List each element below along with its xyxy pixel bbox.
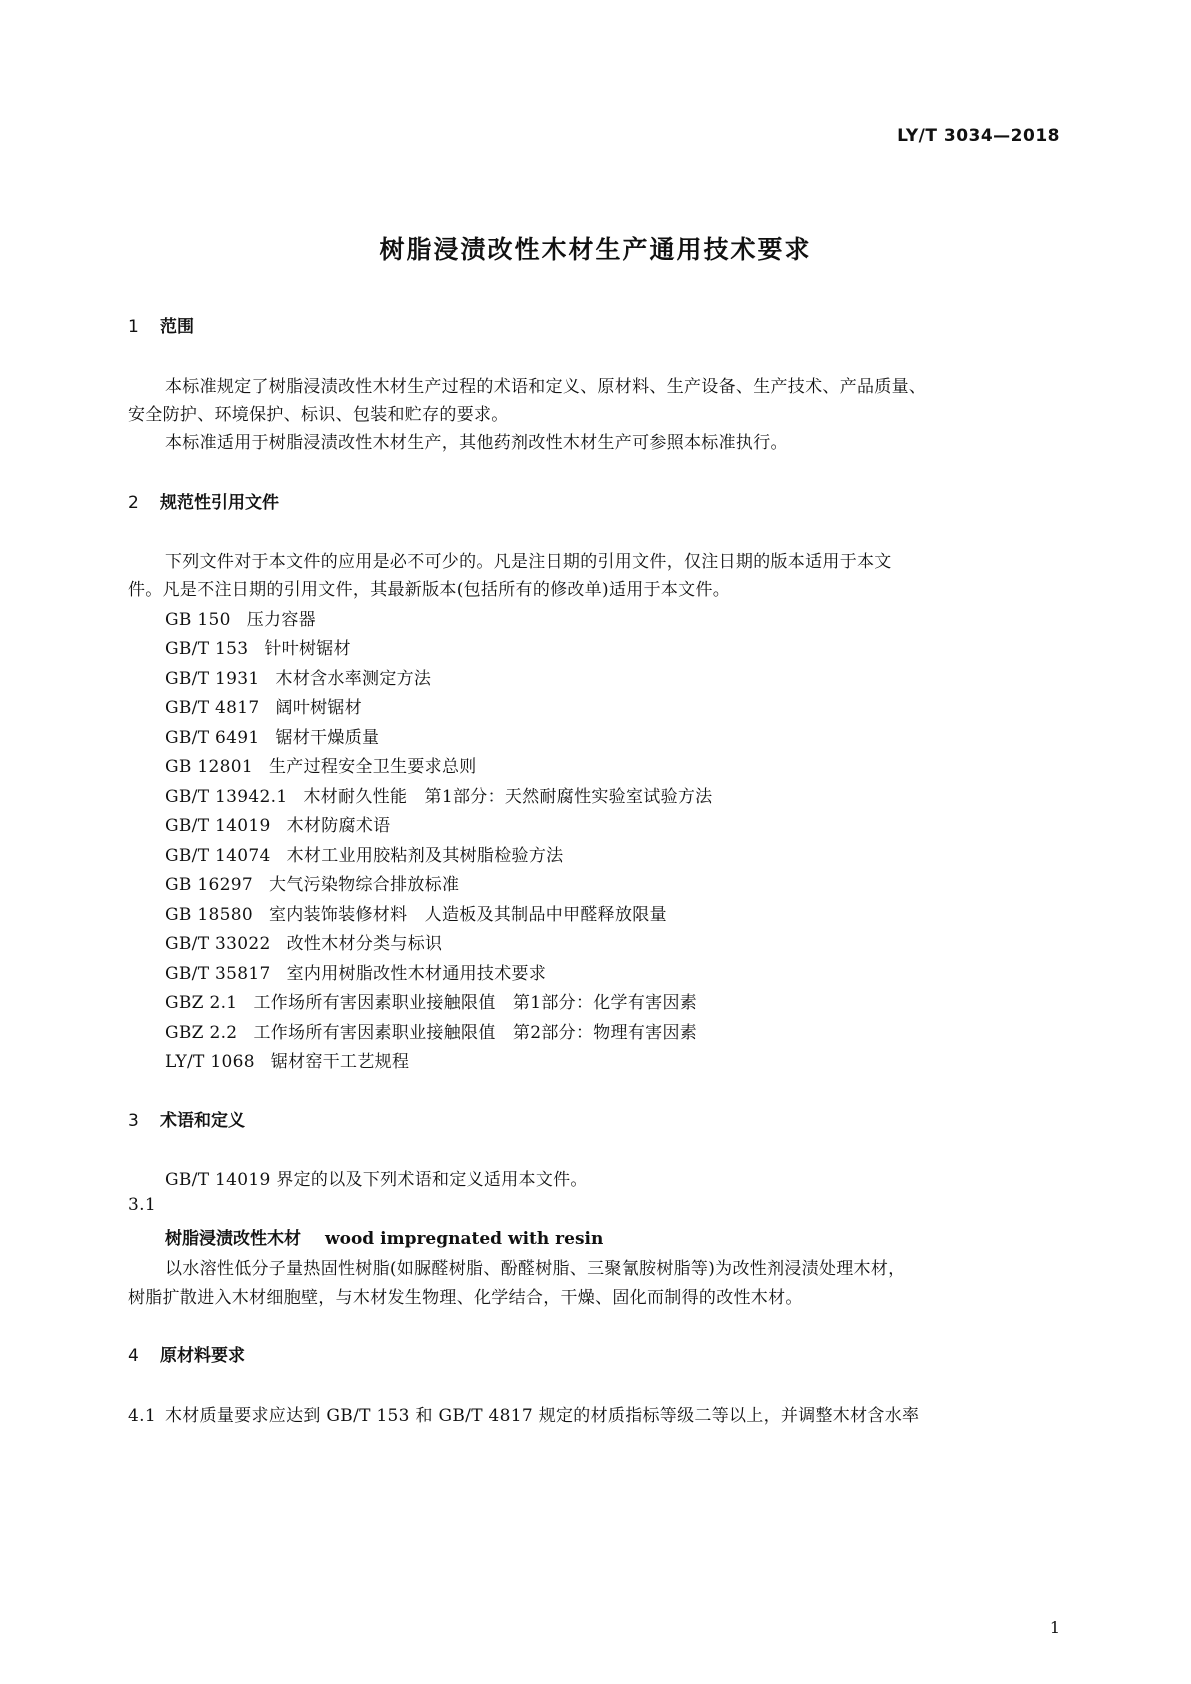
reference-item [165,988,697,1013]
section-4-heading [128,1341,245,1366]
reference-code: GB/T 35817 [165,964,271,984]
document-code: LY/T 3034—2018 [897,126,1060,146]
paragraph: 本标准规定了树脂浸渍改性木材生产过程的术语和定义、原材料、生产设备、生产技术、产品质量、 [165,377,927,397]
reference-name: 室内装饰装修材料 人造板及其制品中甲醛释放限量 [268,905,667,925]
reference-item [165,959,546,984]
definition: 树脂扩散进入木材细胞壁，与木材发生物理、化学结合，干燥、固化而制得的改性木材。 [128,1288,803,1308]
term-english: wood impregnated with resin [325,1229,604,1249]
section-1-heading [128,312,194,337]
clause-item [128,1401,919,1426]
clause-text: 木材质量要求应达到 GB/T 153 和 GB/T 4817 规定的材质指标等级二等以上，并调整木材含水率 [165,1406,920,1426]
section-title: 范围 [160,317,194,337]
paragraph: 安全防护、环境保护、标识、包装和贮存的要求。 [128,405,509,425]
reference-code: GB/T 6491 [165,728,260,748]
reference-code: GB 150 [165,610,231,630]
reference-name: 锯材干燥质量 [275,728,380,748]
reference-code: GBZ 2.2 [165,1023,238,1043]
reference-code: GB 16297 [165,875,253,895]
paragraph: 本标准适用于树脂浸渍改性木材生产，其他药剂改性木材生产可参照本标准执行。 [165,433,788,453]
reference-name: 阔叶树锯材 [275,698,363,718]
reference-code: GB/T 14019 [165,816,271,836]
section-number: 2 [128,493,139,513]
section-title: 术语和定义 [160,1111,245,1131]
reference-name: 针叶树锯材 [264,639,351,659]
reference-item [165,605,316,630]
reference-code: GB/T 13942.1 [165,787,288,807]
reference-name: 大气污染物综合排放标准 [268,875,460,895]
clause-number: 3.1 [128,1195,156,1215]
reference-name: 工作场所有害因素职业接触限值 第2部分：物理有害因素 [253,1023,698,1043]
reference-code: GB 18580 [165,905,253,925]
reference-item [165,752,477,777]
page-number: 1 [1049,1618,1060,1637]
section-title: 原材料要求 [160,1346,245,1366]
paragraph: 下列文件对于本文件的应用是必不可少的。凡是注日期的引用文件，仅注日期的版本适用于本文 [165,552,892,572]
reference-item [165,782,712,807]
reference-item [165,841,563,866]
section-number: 1 [128,317,139,337]
section-number: 4 [128,1346,139,1366]
reference-item [165,693,362,718]
reference-name: 木材耐久性能 第1部分：天然耐腐性实验室试验方法 [303,787,713,807]
section-title: 规范性引用文件 [160,493,279,513]
section-number: 3 [128,1111,139,1131]
section-2-heading [128,488,279,513]
reference-item [165,634,351,659]
definition: 以水溶性低分子量热固性树脂(如脲醛树脂、酚醛树脂、三聚氰胺树脂等)为改性剂浸渍处理木材， [165,1259,906,1279]
reference-item [165,664,431,689]
reference-code: GB/T 1931 [165,669,260,689]
reference-name: 锯材窑干工艺规程 [270,1052,410,1072]
section-3-heading [128,1106,245,1131]
reference-item [165,1018,697,1043]
reference-item [165,811,390,836]
term-entry [165,1224,603,1249]
reference-item [165,929,442,954]
reference-name: 压力容器 [246,610,316,630]
reference-code: GB/T 153 [165,639,249,659]
reference-item [165,1047,409,1072]
reference-name: 室内用树脂改性木材通用技术要求 [286,964,547,984]
term-chinese: 树脂浸渍改性木材 [165,1229,301,1249]
reference-code: GB 12801 [165,757,253,777]
reference-name: 工作场所有害因素职业接触限值 第1部分：化学有害因素 [253,993,698,1013]
reference-name: 改性木材分类与标识 [286,934,443,954]
reference-item [165,900,667,925]
clause-number: 4.1 [128,1406,156,1426]
reference-code: LY/T 1068 [165,1052,255,1072]
reference-name: 木材含水率测定方法 [275,669,432,689]
page-title: 树脂浸渍改性木材生产通用技术要求 [379,235,812,264]
reference-code: GB/T 14074 [165,846,271,866]
reference-code: GB/T 4817 [165,698,260,718]
paragraph: 件。凡是不注日期的引用文件，其最新版本(包括所有的修改单)适用于本文件。 [128,580,731,600]
reference-code: GBZ 2.1 [165,993,238,1013]
reference-item [165,723,379,748]
reference-name: 木材工业用胶粘剂及其树脂检验方法 [286,846,564,866]
reference-name: 木材防腐术语 [286,816,391,836]
reference-name: 生产过程安全卫生要求总则 [268,757,477,777]
reference-code: GB/T 33022 [165,934,271,954]
paragraph: GB/T 14019 界定的以及下列术语和定义适用本文件。 [165,1170,588,1190]
reference-item [165,870,459,895]
